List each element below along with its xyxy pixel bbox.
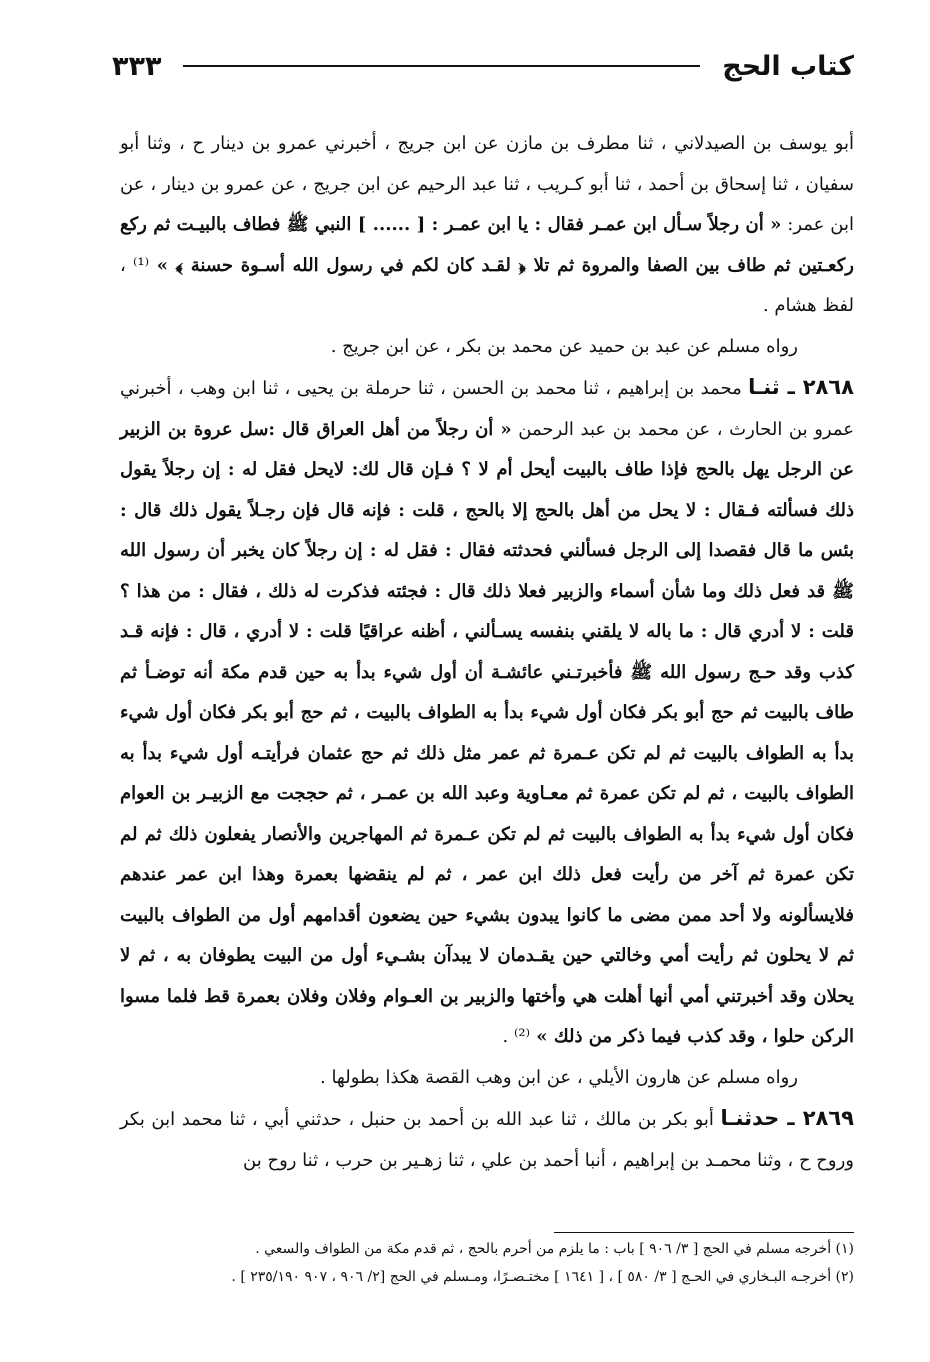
hadith-number: ٢٨٦٩ ـ حدثنـا (720, 1106, 854, 1130)
footnote-1: (١) أخرجه مسلم في الحج [ ٣/ ٩٠٦ ] باب : ما يلزم من أحرم بالحج ، ثم قدم مكة من الطواف والسعي . (255, 1241, 854, 1257)
hadith-number: ٢٨٦٨ ـ ثنـا (748, 375, 854, 399)
paragraph-continuation (120, 124, 854, 327)
footnote-rule (554, 1232, 854, 1233)
page-header (112, 42, 854, 90)
isnad-text: أبو يوسف بن الصيدلاني ، ثنا مطرف بن مازن عن ابن جريج ، أخبرني عمرو بن دينار ح ، وثنا أبو سفيان ، ثنا إسحاق بن أحمد ، ثنا أبو كـريب ، ثنا عبد الرحيم عن ابن جريج ، عن عمرو بن دينار ، عن ابن عمر: (120, 133, 854, 235)
page-number: ٣٣٣ (112, 50, 162, 82)
narration-line: رواه مسلم عن عبد بن حميد عن محمد بن بكر ، عن ابن جريج . (330, 335, 798, 357)
footnote-ref: ⁽¹⁾ (132, 254, 150, 276)
isnad-text: أبو بكر بن مالك ، ثنا عبد الله بن أحمد بن حنبل ، حدثني أبي ، ثنا محمد ابن بكر وروح ح ، وثنا محمـد بن إبراهيم ، أنبا أحمد بن علي ، ثنا زهـير بن حرب ، ثنا روح بن (120, 1109, 854, 1171)
matn-text: « أن رجلاً من أهل العراق قال :سل عروة بن الزبير عن الرجل يهل بالحج فإذا طاف بالبيت أيحل أم لا ؟ فـإن قال لك: لايحل فقل له : إن رجلاً يقول ذلك فسألته فـقال : لا يحل من أهل بالحج إلا بالحج ، قلت : فإنه قال فإن رجـلاً يقول ذلك قال : بئس ما قال فقصدا إلى الرجل فسألني فحدثته فقال : فقل له : إن رجلاً كان يخبر أن رسول الله ﷺ قد فعل ذلك وما شأن أسماء والزبير فعلا ذلك قال : فجئته فذكرت له ذلك ، فقال : من هذا ؟ قلت : لا أدري قال : ما باله لا يلقني بنفسه يسـألني ، أظنه عراقيًا قلت : لا أدري ، قال : فإنه قـد كذب وقد حـج رسول الله ﷺ فأخبرتـني عائشـة أن أول شيء بدأ به حين قدم مكة أنه توضـأ ثم طاف بالبيت ثم حج أبو بكر فكان أول شيء بدأ به الطواف بالبيت ، ثم حج أبو بكر فكان أول شيء بدأ به الطواف بالبيت ثم لم تكن عـمرة ثم عمر مثل ذلك ثم حج عثمان فرأيتـه أول شيء بدأ به الطواف بالبيت ، ثم لم تكن عمرة ثم معـاوية وعبد الله بن عمـر ، ثم حججت مع الزبيـر بن العوام فكان أول شيء بدأ به الطواف بالبيت ثم لم تكن عـمرة ثم المهاجرين والأنصار يفعلون ذلك ثم لم تكن عمرة ثم آخر من رأيت فعل ذلك ابن عمر ، ثم لم ينقضها بعمرة وهذا ابن عمر عندهم فلايسألونه ولا أحد ممن مضى ما كانوا يبدون بشيء حين يضعون أقدامهم أول من الطواف بالبيت ثم لا يحلون ثم رأيت أمي وخالتي حين يقـدمان لا يبدآن بشـيء أول من البيت يطوفان به ، ثم لا يحلان وقد أخبرتني أمي أنها أهلت هي وأختها والزبير بن العـوام وفلان وفلان بعمرة قط فلما مسوا الركن حلوا ، وقد كذب فيما ذكر من ذلك » (120, 418, 855, 1047)
book-title: كتاب الحج (722, 50, 854, 82)
header-rule (183, 65, 700, 67)
footnote-2: (٢) أخرجـه البـخاري في الحـج [ ٣/ ٥٨٠ ] ، [ ١٦٤١ ] مختـصـرًا، ومـسلم في الحج [٢/ ٩٠٦ ، ٩٠٧ ٢٣٥/١٩٠ ] . (231, 1269, 854, 1285)
narration-line: رواه مسلم عن هارون الأيلي ، عن ابن وهب القصة هكذا بطولها . (320, 1066, 798, 1088)
hadith-2869 (120, 1098, 854, 1181)
paragraph-tail: . (502, 1026, 514, 1047)
footnote-ref: ⁽²⁾ (513, 1026, 531, 1047)
main-text (120, 124, 854, 1181)
paragraph-tail: ، لفظ هشام . (120, 254, 854, 316)
footnotes (96, 1232, 854, 1291)
isnad-text: محمد بن إبراهيم ، ثنا محمد بن الحسن ، ثنا حرملة بن يحيى ، ثنا ابن وهب ، أخبرني عمرو بن الحارث ، عن محمد بن عبد الرحمن (120, 378, 854, 440)
hadith-2868 (120, 367, 854, 1058)
matn-text: « أن رجلاً سـأل ابن عمـر فقال : يا ابن عمـر : [ ...... ] النبي ﷺ فطاف بالبيـت ثم ركع ركعـتين ثم طاف بين الصفا والمروة ثم تلا ﴿ لقـد كان لكم في رسول الله أسـوة حسنة ﴾ » (120, 214, 854, 276)
